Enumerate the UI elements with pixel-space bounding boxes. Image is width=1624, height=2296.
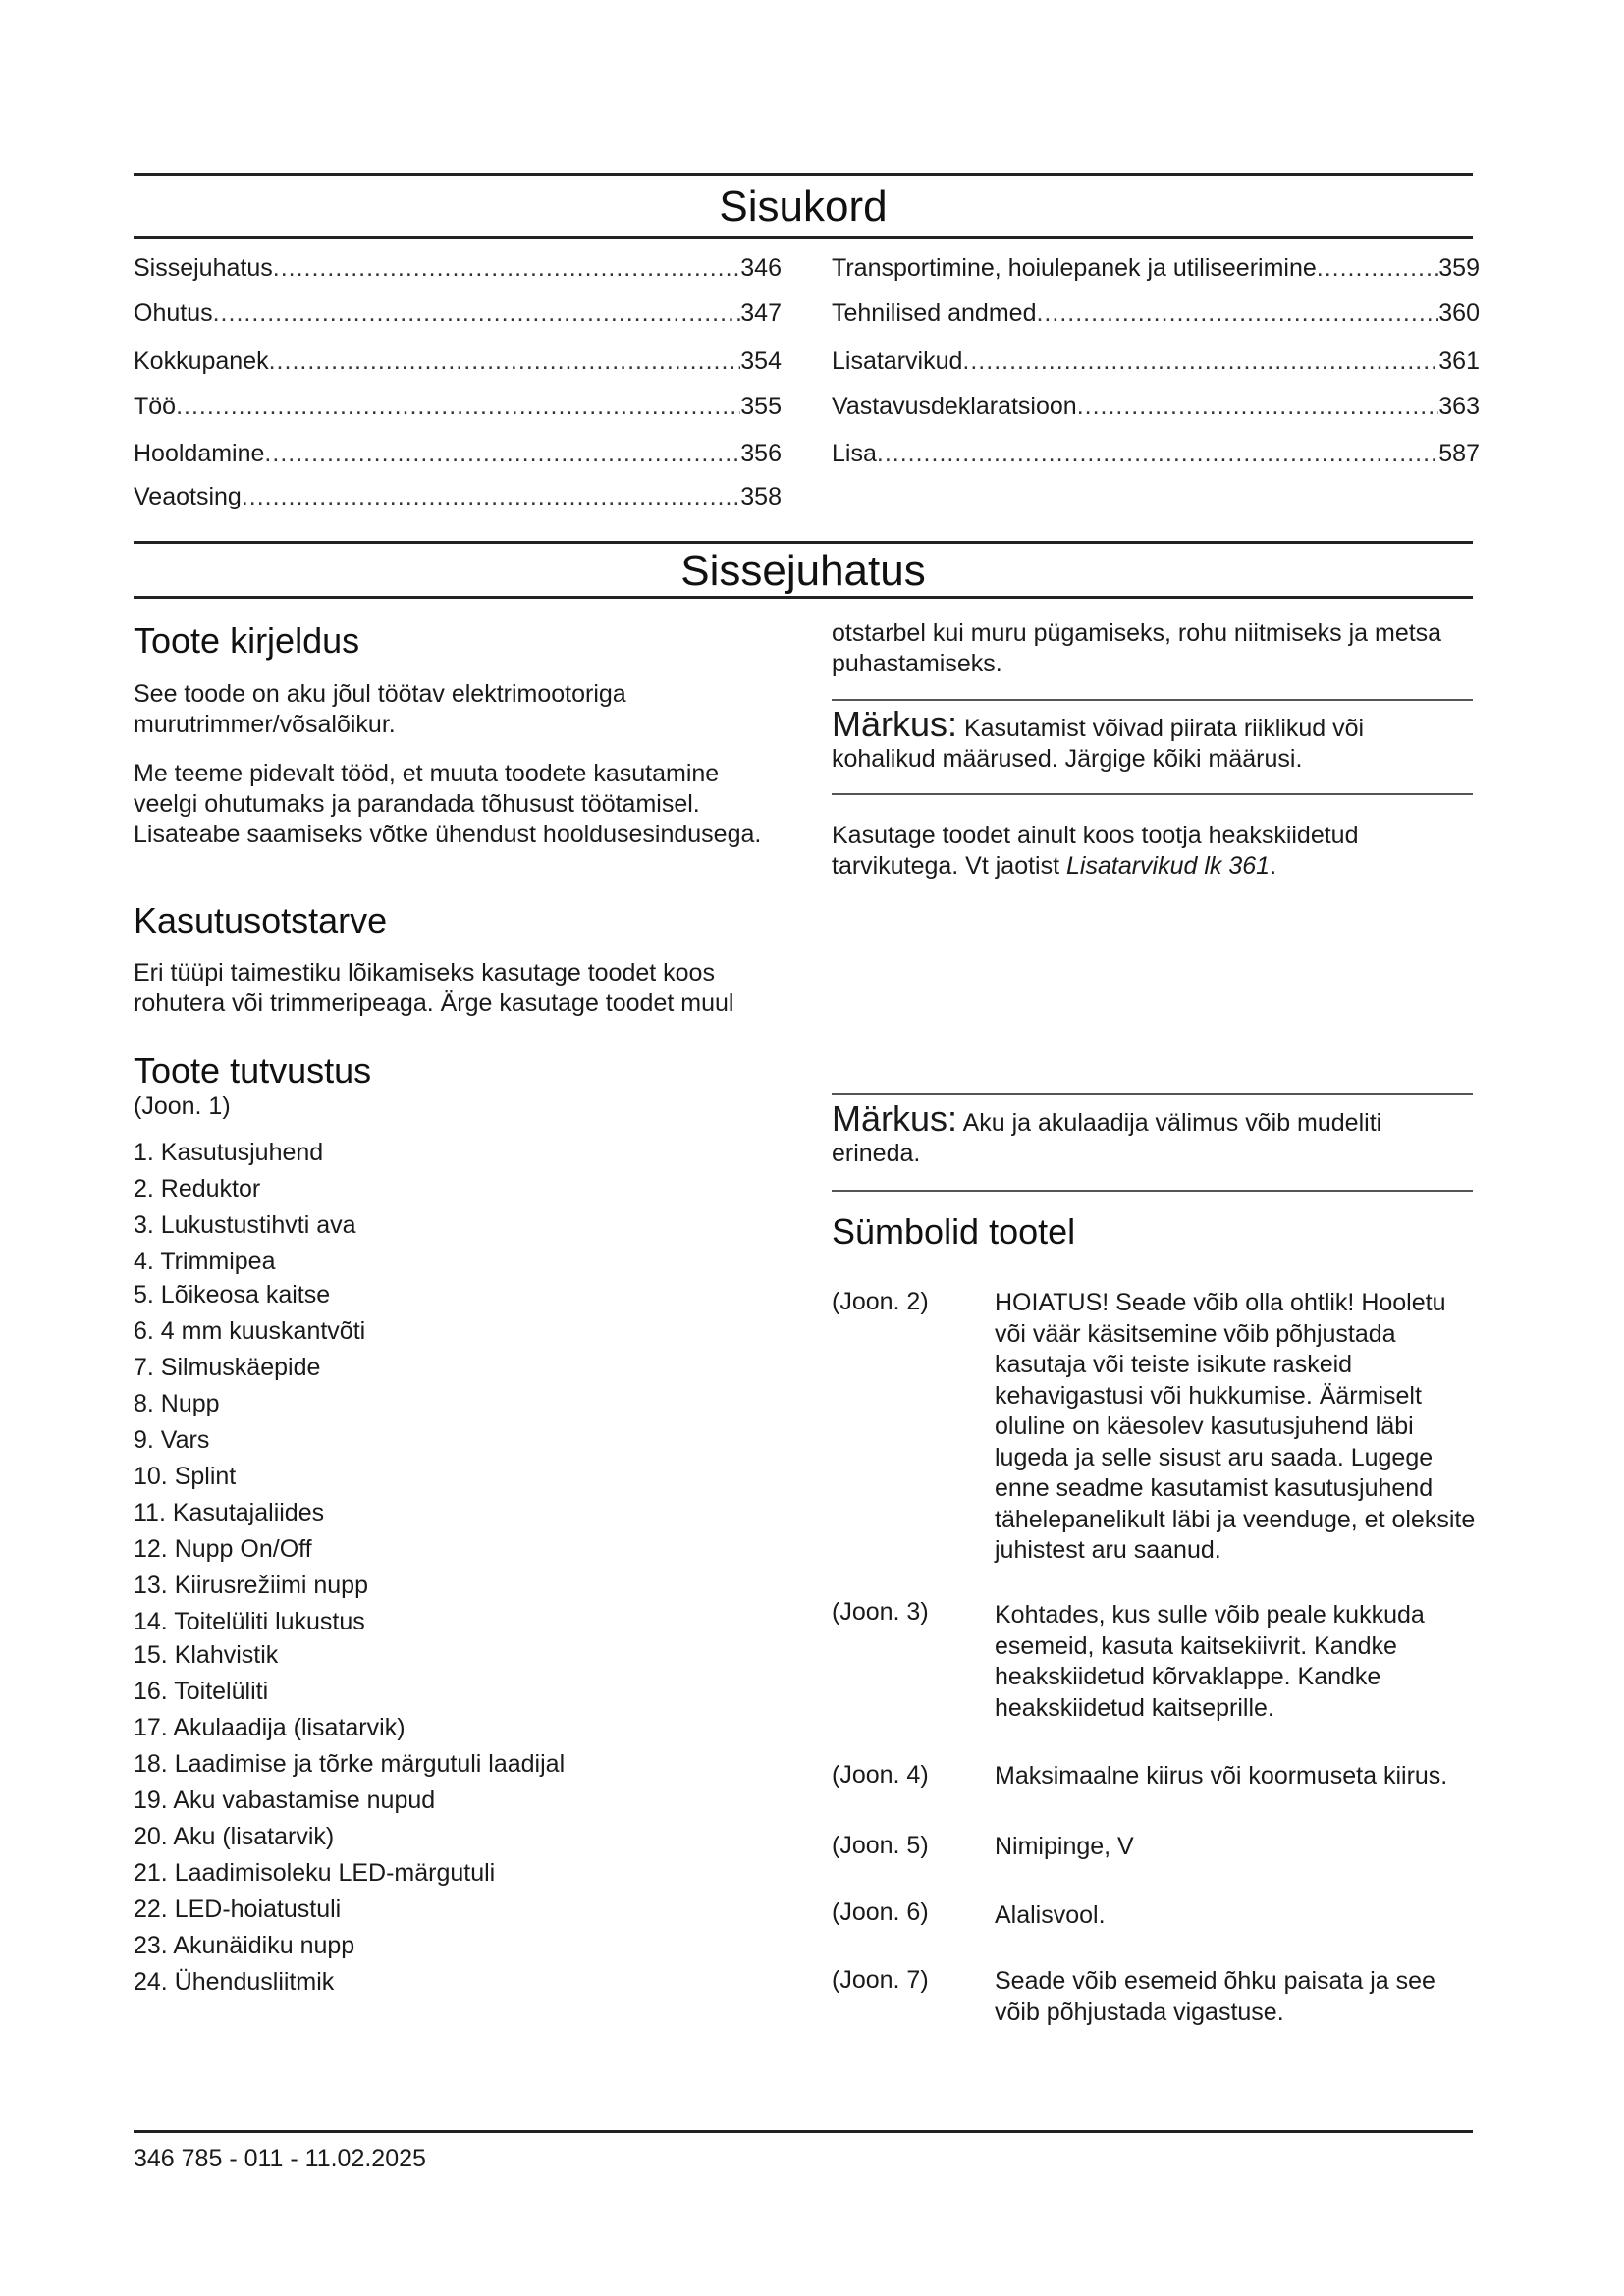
toc-entry[interactable]: Kokkupanek ..... 354	[134, 343, 782, 376]
list-item: 4. Trimmipea	[134, 1248, 276, 1275]
note-label: Märkus:	[832, 704, 958, 744]
toc-entry[interactable]: Hooldamine ..... 356	[134, 435, 782, 468]
toc-entry[interactable]: Lisatarvikud ..... 361	[832, 343, 1480, 376]
symbol-figure-ref: (Joon. 2)	[832, 1288, 929, 1315]
list-item: 5. Lõikeosa kaitse	[134, 1281, 331, 1308]
symbol-description: Alalisvool.	[995, 1901, 1106, 1929]
product-description-paragraph-2: Me teeme pidevalt tööd, et muuta toodete kasutamine veelgi ohutumaks ja parandada tõhusust töötamisel. Lisateabe saamiseks võtke ühendust hooldusesindusega.	[134, 760, 762, 848]
note-text: Aku ja akulaadija välimus võib mudeliti erineda.	[832, 1109, 1382, 1167]
toc-entry[interactable]: Lisa ..... 587	[832, 435, 1480, 468]
toc-bottom-rule	[134, 236, 1473, 239]
list-item: 19. Aku vabastamise nupud	[134, 1787, 436, 1814]
intro-title: Sissejuhatus	[680, 547, 926, 595]
list-item: 21. Laadimisoleku LED-märgutuli	[134, 1859, 496, 1887]
note1-top-rule	[832, 699, 1473, 701]
toc-entry[interactable]: Veaotsing ..... 358	[134, 478, 782, 511]
list-item: 10. Splint	[134, 1463, 237, 1490]
list-item: 11. Kasutajaliides	[134, 1499, 325, 1526]
list-item: 20. Aku (lisatarvik)	[134, 1823, 335, 1850]
toc-title: Sisukord	[719, 183, 888, 231]
list-item: 1. Kasutusjuhend	[134, 1139, 324, 1166]
toc-entry[interactable]: Transportimine, hoiulepanek ja utiliseerimine ..... 359	[832, 249, 1480, 283]
symbol-figure-ref: (Joon. 3)	[832, 1598, 929, 1626]
toc-entry[interactable]: Ohutus ..... 347	[134, 294, 782, 328]
product-overview-figure-ref: (Joon. 1)	[134, 1093, 231, 1120]
symbol-description: Seade võib esemeid õhku paisata ja see võib põhjustada vigastuse.	[995, 1967, 1435, 2026]
symbol-description: Maksimaalne kiirus või koormuseta kiirus.	[995, 1762, 1448, 1789]
note-text: Kasutamist võivad piirata riiklikud või kohalikud määrused. Järgige kõiki määrusi.	[832, 715, 1365, 773]
note-regulations	[832, 704, 1474, 774]
symbols-heading: Sümbolid tootel	[832, 1211, 1076, 1252]
note1-bottom-rule	[832, 793, 1473, 795]
list-item: 23. Akunäidiku nupp	[134, 1932, 355, 1959]
intro-bottom-rule	[134, 596, 1473, 599]
symbol-figure-ref: (Joon. 7)	[832, 1966, 929, 1994]
product-description-heading: Toote kirjeldus	[134, 620, 360, 661]
list-item: 16. Toitelüliti	[134, 1678, 269, 1705]
toc-entry[interactable]: Tehnilised andmed ..... 360	[832, 294, 1480, 328]
note-label: Märkus:	[832, 1098, 958, 1139]
list-item: 18. Laadimise ja tõrke märgutuli laadijal	[134, 1750, 566, 1778]
list-item: 14. Toitelüliti lukustus	[134, 1608, 365, 1635]
toc-entry[interactable]: Vastavusdeklaratsioon ..... 363	[832, 388, 1480, 421]
list-item: 24. Ühendusliitmik	[134, 1968, 335, 1996]
list-item: 2. Reduktor	[134, 1175, 261, 1202]
toc-entry[interactable]: Töö ..... 355	[134, 388, 782, 421]
toc-entry[interactable]: Sissejuhatus ..... 346	[134, 249, 782, 283]
list-item: 9. Vars	[134, 1426, 210, 1454]
intro-top-rule	[134, 541, 1473, 544]
toc-top-rule	[134, 173, 1473, 176]
list-item: 13. Kiirusrežiimi nupp	[134, 1572, 368, 1599]
symbol-description: Kohtades, kus sulle võib peale kukkuda esemeid, kasuta kaitsekiivrit. Kandke heakskiidetud kõrvaklappe. Kandke heakskiidetud kaitseprille.	[995, 1601, 1425, 1722]
product-overview-heading: Toote tutvustus	[134, 1050, 372, 1091]
list-item: 22. LED-hoiatustuli	[134, 1896, 342, 1923]
note2-top-rule	[832, 1093, 1473, 1095]
list-item: 15. Klahvistik	[134, 1641, 279, 1669]
intended-use-heading: Kasutusotstarve	[134, 900, 388, 940]
intended-use-paragraph-left: Eri tüüpi taimestiku lõikamiseks kasutage toodet koos rohutera või trimmeripeaga. Ärge kasutage toodet muul	[134, 959, 734, 1017]
list-item: 8. Nupp	[134, 1390, 220, 1417]
note2-bottom-rule	[832, 1190, 1473, 1192]
symbol-description: Nimipinge, V	[995, 1833, 1134, 1860]
product-description-paragraph-1: See toode on aku jõul töötav elektrimootoriga murutrimmer/võsalõikur.	[134, 680, 626, 738]
accessories-link[interactable]: Lisatarvikud lk 361	[1066, 852, 1271, 880]
footer-rule	[134, 2130, 1473, 2133]
intended-use-paragraph-right: otstarbel kui muru pügamiseks, rohu niitmiseks ja metsa puhastamiseks.	[832, 619, 1442, 677]
symbol-figure-ref: (Joon. 6)	[832, 1898, 929, 1926]
note-appearance	[832, 1098, 1474, 1169]
list-item: 6. 4 mm kuuskantvõti	[134, 1317, 366, 1345]
list-item: 3. Lukustustihvti ava	[134, 1211, 356, 1239]
accessories-paragraph: Kasutage toodet ainult koos tootja heakskiidetud tarvikutega. Vt jaotist Lisatarvikud lk 361.	[832, 822, 1359, 880]
list-item: 12. Nupp On/Off	[134, 1535, 312, 1563]
list-item: 7. Silmuskäepide	[134, 1354, 321, 1381]
list-item: 17. Akulaadija (lisatarvik)	[134, 1714, 406, 1741]
footer-doc-number: 346 785 - 011 - 11.02.2025	[134, 2145, 426, 2172]
symbol-figure-ref: (Joon. 4)	[832, 1761, 929, 1789]
symbol-figure-ref: (Joon. 5)	[832, 1832, 929, 1859]
symbol-description: HOIATUS! Seade võib olla ohtlik! Hooletu või väär käsitsemine võib põhjustada kasutaja või teiste isikute raskeid kehavigastusi või hukkumise. Äärmiselt oluline on käesolev kasutusjuhend läbi lugeda ja selle sisust aru saada. Lugege enne seadme kasutamist kasutusjuhend tähelepanelikult läbi ja veenduge, et oleksite juhistest aru saanud.	[995, 1289, 1476, 1564]
